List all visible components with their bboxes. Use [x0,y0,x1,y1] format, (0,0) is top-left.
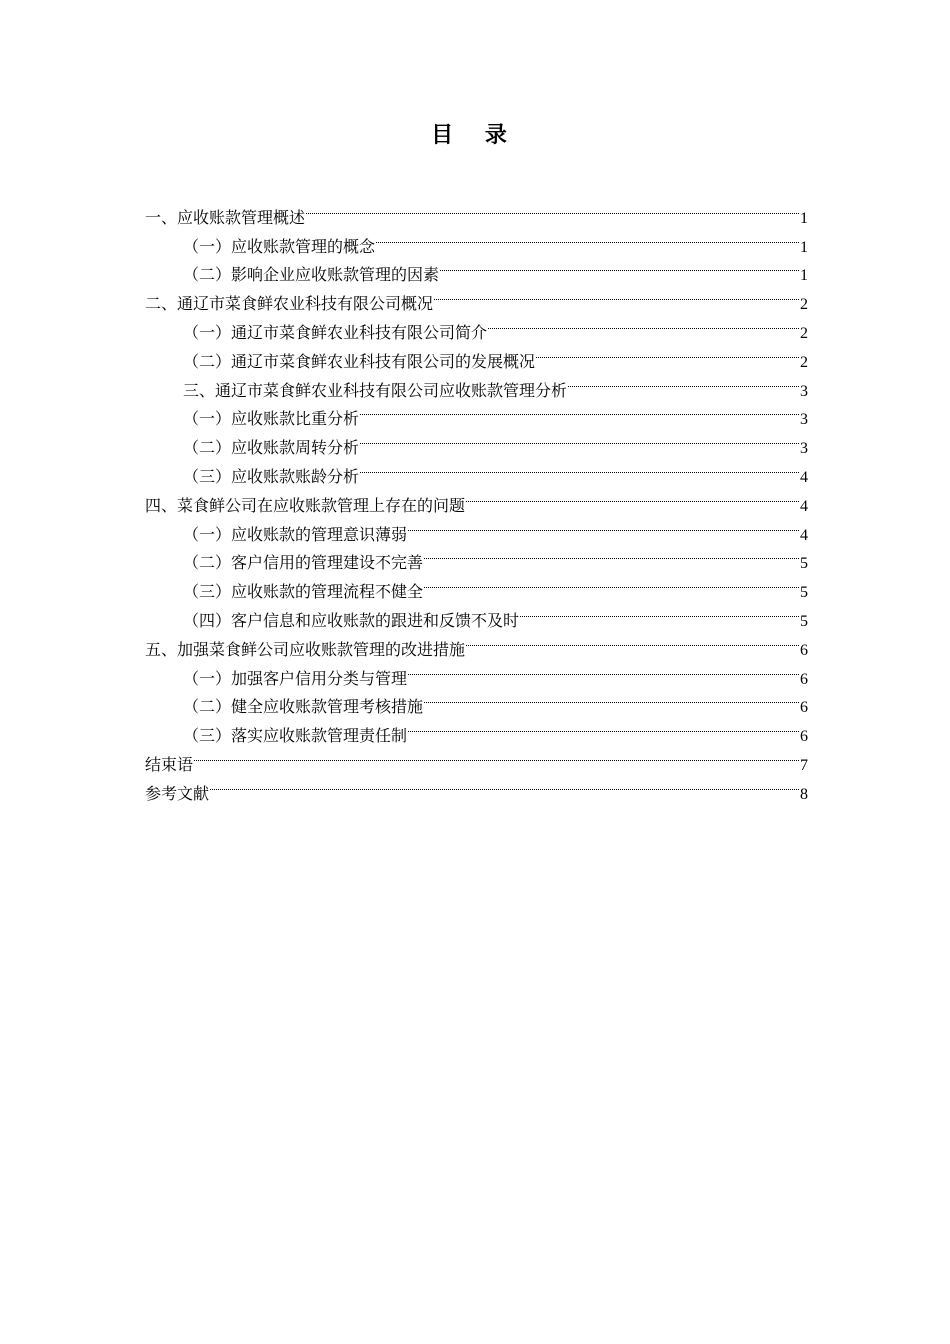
toc-dot-leader [466,626,799,655]
toc-dot-leader [194,741,799,770]
toc-entry-text: （三）应收账款账龄分析 [183,466,360,486]
toc-page-number: 2 [800,353,808,371]
toc-dot-leader [536,338,799,367]
toc-entry-text: （三）应收账款的管理流程不健全 [183,582,424,602]
toc-dot-leader [440,252,799,281]
toc-entry-text: （二）健全应收账款管理考核措施 [183,697,424,717]
toc-entry-text: （二）应收账款周转分析 [183,438,360,458]
toc-entry-text: 三、通辽市菜食鲜农业科技有限公司应收账款管理分析 [183,380,568,400]
toc-dot-leader [408,655,799,684]
toc-page-number: 3 [800,440,808,458]
toc-entry-text: 结束语 [145,754,194,774]
toc-title: 目 录 [431,123,519,148]
toc-entry-text: （四）客户信息和应收账款的跟进和反馈不及时 [183,610,520,630]
toc-page-number: 1 [800,267,808,285]
toc-dot-leader [376,223,799,252]
toc-page-number: 4 [800,526,808,544]
toc-dot-leader [360,396,799,425]
toc-entry-text: （一）加强客户信用分类与管理 [183,668,408,688]
toc-dot-leader [424,684,799,713]
toc-page-number: 2 [800,296,808,314]
toc-dot-leader [424,568,799,597]
toc-page-number: 7 [800,756,808,774]
table-of-contents [145,194,808,803]
toc-dot-leader [434,280,799,309]
toc-entry-text: 一、应收账款管理概述 [145,207,306,227]
toc-page-number: 3 [800,411,808,429]
toc-dot-leader [306,194,799,223]
toc-entry-text: （一）应收账款比重分析 [183,409,360,429]
toc-page-number: 5 [800,612,808,630]
toc-page-number: 3 [800,382,808,400]
toc-dot-leader [488,309,799,338]
toc-page-number: 4 [800,468,808,486]
toc-entry-text: 五、加强菜食鲜公司应收账款管理的改进措施 [145,639,466,659]
toc-entry[interactable] [145,770,808,803]
toc-entry-text: （一）应收账款的管理意识薄弱 [183,524,408,544]
toc-dot-leader [568,367,799,396]
toc-page-number: 8 [800,785,808,803]
toc-entry[interactable] [145,741,808,774]
toc-entry-text: （三）落实应收账款管理责任制 [183,726,408,746]
toc-page-number: 4 [800,497,808,515]
toc-dot-leader [466,482,799,511]
toc-entry-text: （一）通辽市菜食鲜农业科技有限公司简介 [183,322,488,342]
toc-dot-leader [360,424,799,453]
toc-entry-text: （一）应收账款管理的概念 [183,236,376,256]
toc-dot-leader [520,597,799,626]
toc-page-number: 1 [800,209,808,227]
toc-dot-leader [408,712,799,741]
toc-page-number: 6 [800,699,808,717]
toc-page-number: 1 [800,238,808,256]
toc-entry-text: 二、通辽市菜食鲜农业科技有限公司概况 [145,294,434,314]
toc-dot-leader [360,453,799,482]
toc-page-number: 5 [800,584,808,602]
toc-page-number: 6 [800,641,808,659]
toc-entry[interactable] [145,194,808,227]
toc-page-number: 2 [800,324,808,342]
toc-entry-text: （二）通辽市菜食鲜农业科技有限公司的发展概况 [183,351,536,371]
toc-page-number: 6 [800,728,808,746]
toc-dot-leader [424,540,799,569]
toc-entry-text: （二）影响企业应收账款管理的因素 [183,265,440,285]
toc-entry-text: 四、菜食鲜公司在应收账款管理上存在的问题 [145,495,466,515]
toc-dot-leader [408,511,799,540]
toc-entry-text: （二）客户信用的管理建设不完善 [183,553,424,573]
toc-page-number: 6 [800,670,808,688]
toc-page-number: 5 [800,555,808,573]
toc-entry-text: 参考文献 [145,783,210,803]
toc-dot-leader [210,770,799,799]
